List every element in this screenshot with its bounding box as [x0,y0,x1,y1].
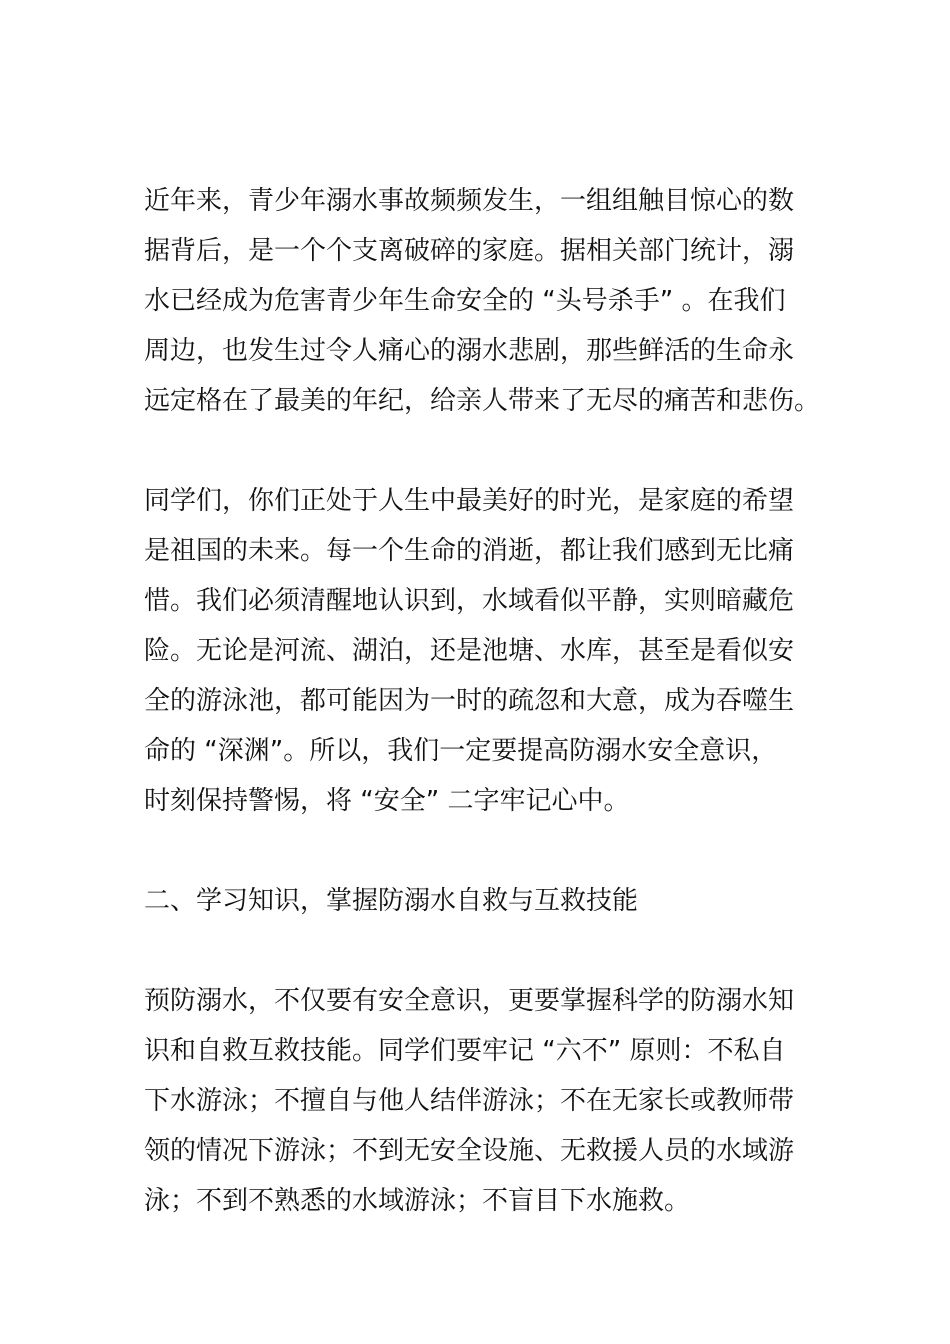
text-line: 据背后，是一个个支离破碎的家庭。据相关部门统计，溺 [144,236,795,266]
text-line: 时刻保持警惕，将 “安全” 二字牢记心中。 [144,786,630,816]
text-line: 远定格在了最美的年纪，给亲人带来了无尽的痛苦和悲伤。 [144,386,821,416]
heading-text: 二、学习知识，掌握防溺水自救与互救技能 [144,886,639,916]
section-heading [144,876,808,926]
text-line: 全的游泳池，都可能因为一时的疏忽和大意，成为吞噬生 [144,686,795,716]
text-line: 命的 “深渊”。所以，我们一定要提高防溺水安全意识， [144,736,778,766]
text-line: 周边，也发生过令人痛心的溺水悲剧，那些鲜活的生命永 [144,336,795,366]
text-line: 惜。我们必须清醒地认识到，水域看似平静，实则暗藏危 [144,586,795,616]
document-body [144,176,821,1276]
text-line: 是祖国的未来。每一个生命的消逝，都让我们感到无比痛 [144,536,795,566]
text-line: 水已经成为危害青少年生命安全的 “头号杀手” 。在我们 [144,286,786,316]
text-line: 近年来，青少年溺水事故频频发生，一组组触目惊心的数 [144,186,795,216]
text-line: 险。无论是河流、湖泊，还是池塘、水库，甚至是看似安 [144,636,795,666]
text-line: 领的情况下游泳；不到无安全设施、无救援人员的水域游 [144,1136,795,1166]
text-line: 泳；不到不熟悉的水域游泳；不盲目下水施救。 [144,1186,691,1216]
paragraph-drowning-statistics [144,176,821,426]
text-line: 下水游泳；不擅自与他人结伴游泳；不在无家长或教师带 [144,1086,795,1116]
paragraph-six-rules [144,976,808,1226]
paragraph-safety-awareness [144,476,808,826]
text-line: 预防溺水，不仅要有安全意识，更要掌握科学的防溺水知 [144,986,795,1016]
text-line: 同学们，你们正处于人生中最美好的时光，是家庭的希望 [144,486,795,516]
text-line: 识和自救互救技能。同学们要牢记 “六不” 原则：不私自 [144,1036,786,1066]
